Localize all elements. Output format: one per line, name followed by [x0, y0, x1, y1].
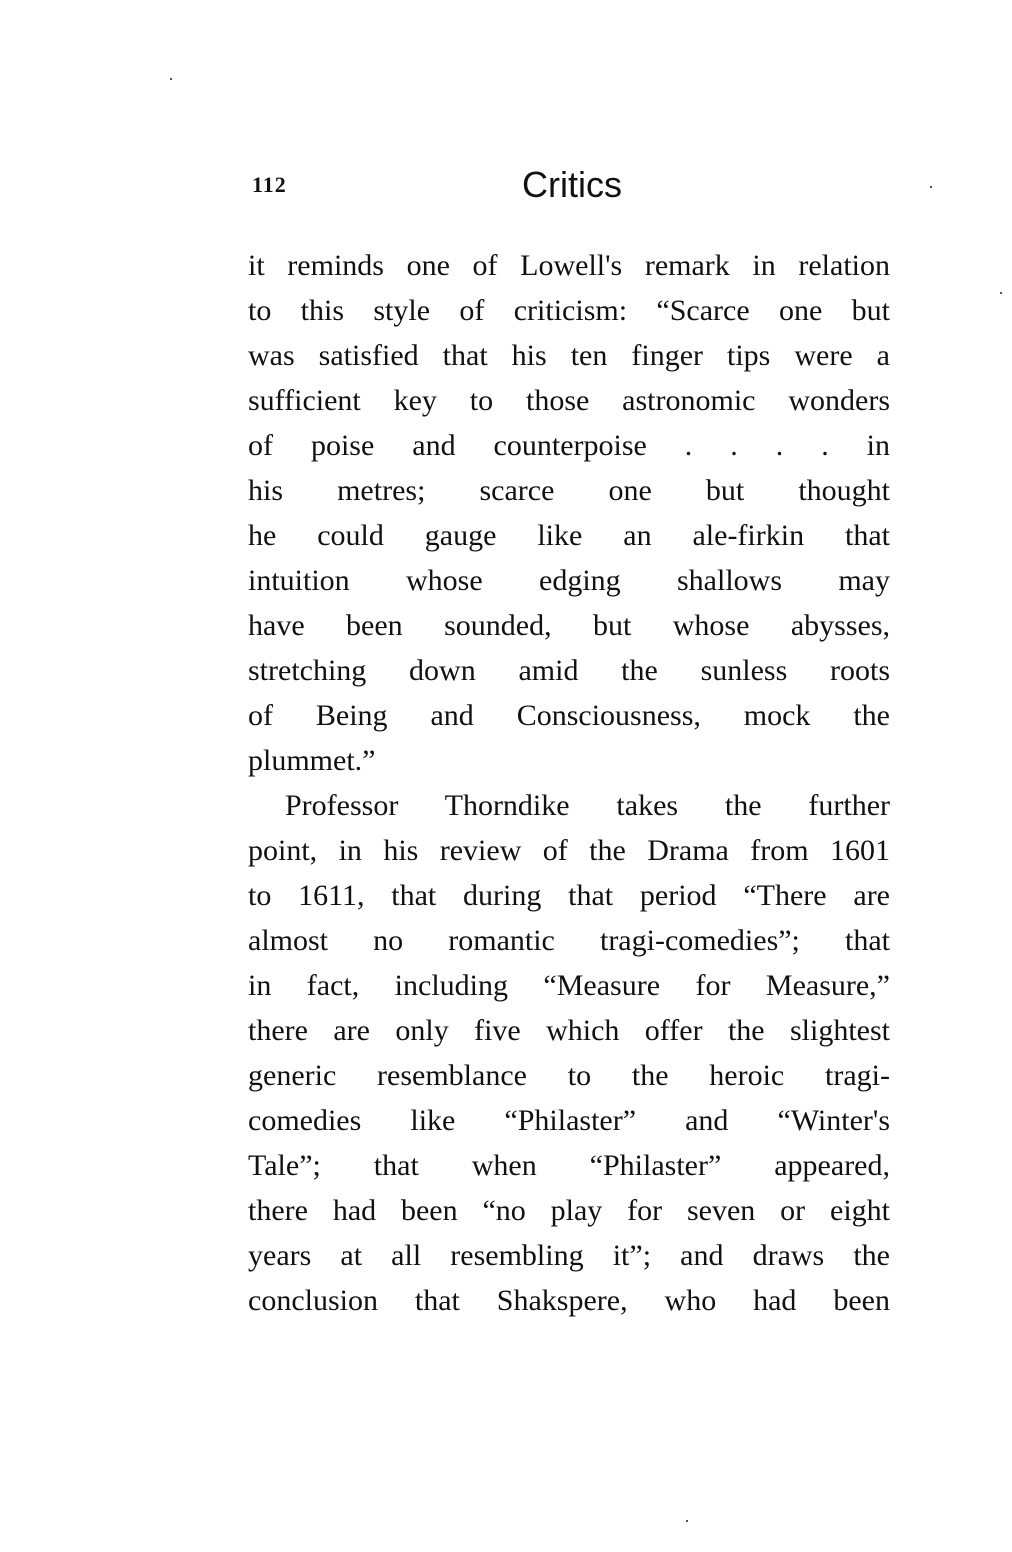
text-line: was satisfied that his ten finger tips were a — [248, 339, 890, 372]
text-line: of Being and Consciousness, mock the — [248, 699, 890, 732]
running-title: Critics — [522, 164, 622, 205]
text-line: in fact, including “Measure for Measure,” — [248, 969, 890, 1002]
text-line: of poise and counterpoise . . . . in — [248, 429, 890, 462]
text-line: to this style of criticism: “Scarce one but — [248, 294, 890, 327]
scan-speck — [1000, 292, 1002, 294]
text-line: it reminds one of Lowell's remark in relation — [248, 249, 890, 282]
scan-speck — [930, 186, 932, 188]
text-line: point, in his review of the Drama from 1601 — [248, 834, 890, 867]
text-line: comedies like “Philaster” and “Winter's — [248, 1104, 890, 1137]
text-line: almost no romantic tragi-comedies”; that — [248, 924, 890, 957]
text-line: there had been “no play for seven or eight — [248, 1194, 890, 1227]
paragraph-container — [248, 243, 890, 1323]
body-text — [248, 243, 890, 1323]
text-line: sufficient key to those astronomic wonders — [248, 384, 890, 417]
scan-speck — [170, 78, 172, 80]
text-line: intuition whose edging shallows may — [248, 564, 890, 597]
text-line: he could gauge like an ale-firkin that — [248, 519, 890, 552]
text-line: Professor Thorndike takes the further — [285, 789, 890, 822]
text-line: Tale”; that when “Philaster” appeared, — [248, 1149, 890, 1182]
text-line: have been sounded, but whose abysses, — [248, 609, 890, 642]
text-line: his metres; scarce one but thought — [248, 474, 890, 507]
text-line: conclusion that Shakspere, who had been — [248, 1284, 890, 1317]
text-line: there are only five which offer the slightest — [248, 1014, 890, 1047]
text-line: plummet.” — [248, 744, 376, 777]
text-line: generic resemblance to the heroic tragi- — [248, 1059, 890, 1092]
text-line: years at all resembling it”; and draws the — [248, 1239, 890, 1272]
scan-speck — [686, 1520, 688, 1522]
text-line: stretching down amid the sunless roots — [248, 654, 890, 687]
page-number: 112 — [252, 172, 287, 197]
text-line: to 1611, that during that period “There are — [248, 879, 890, 912]
